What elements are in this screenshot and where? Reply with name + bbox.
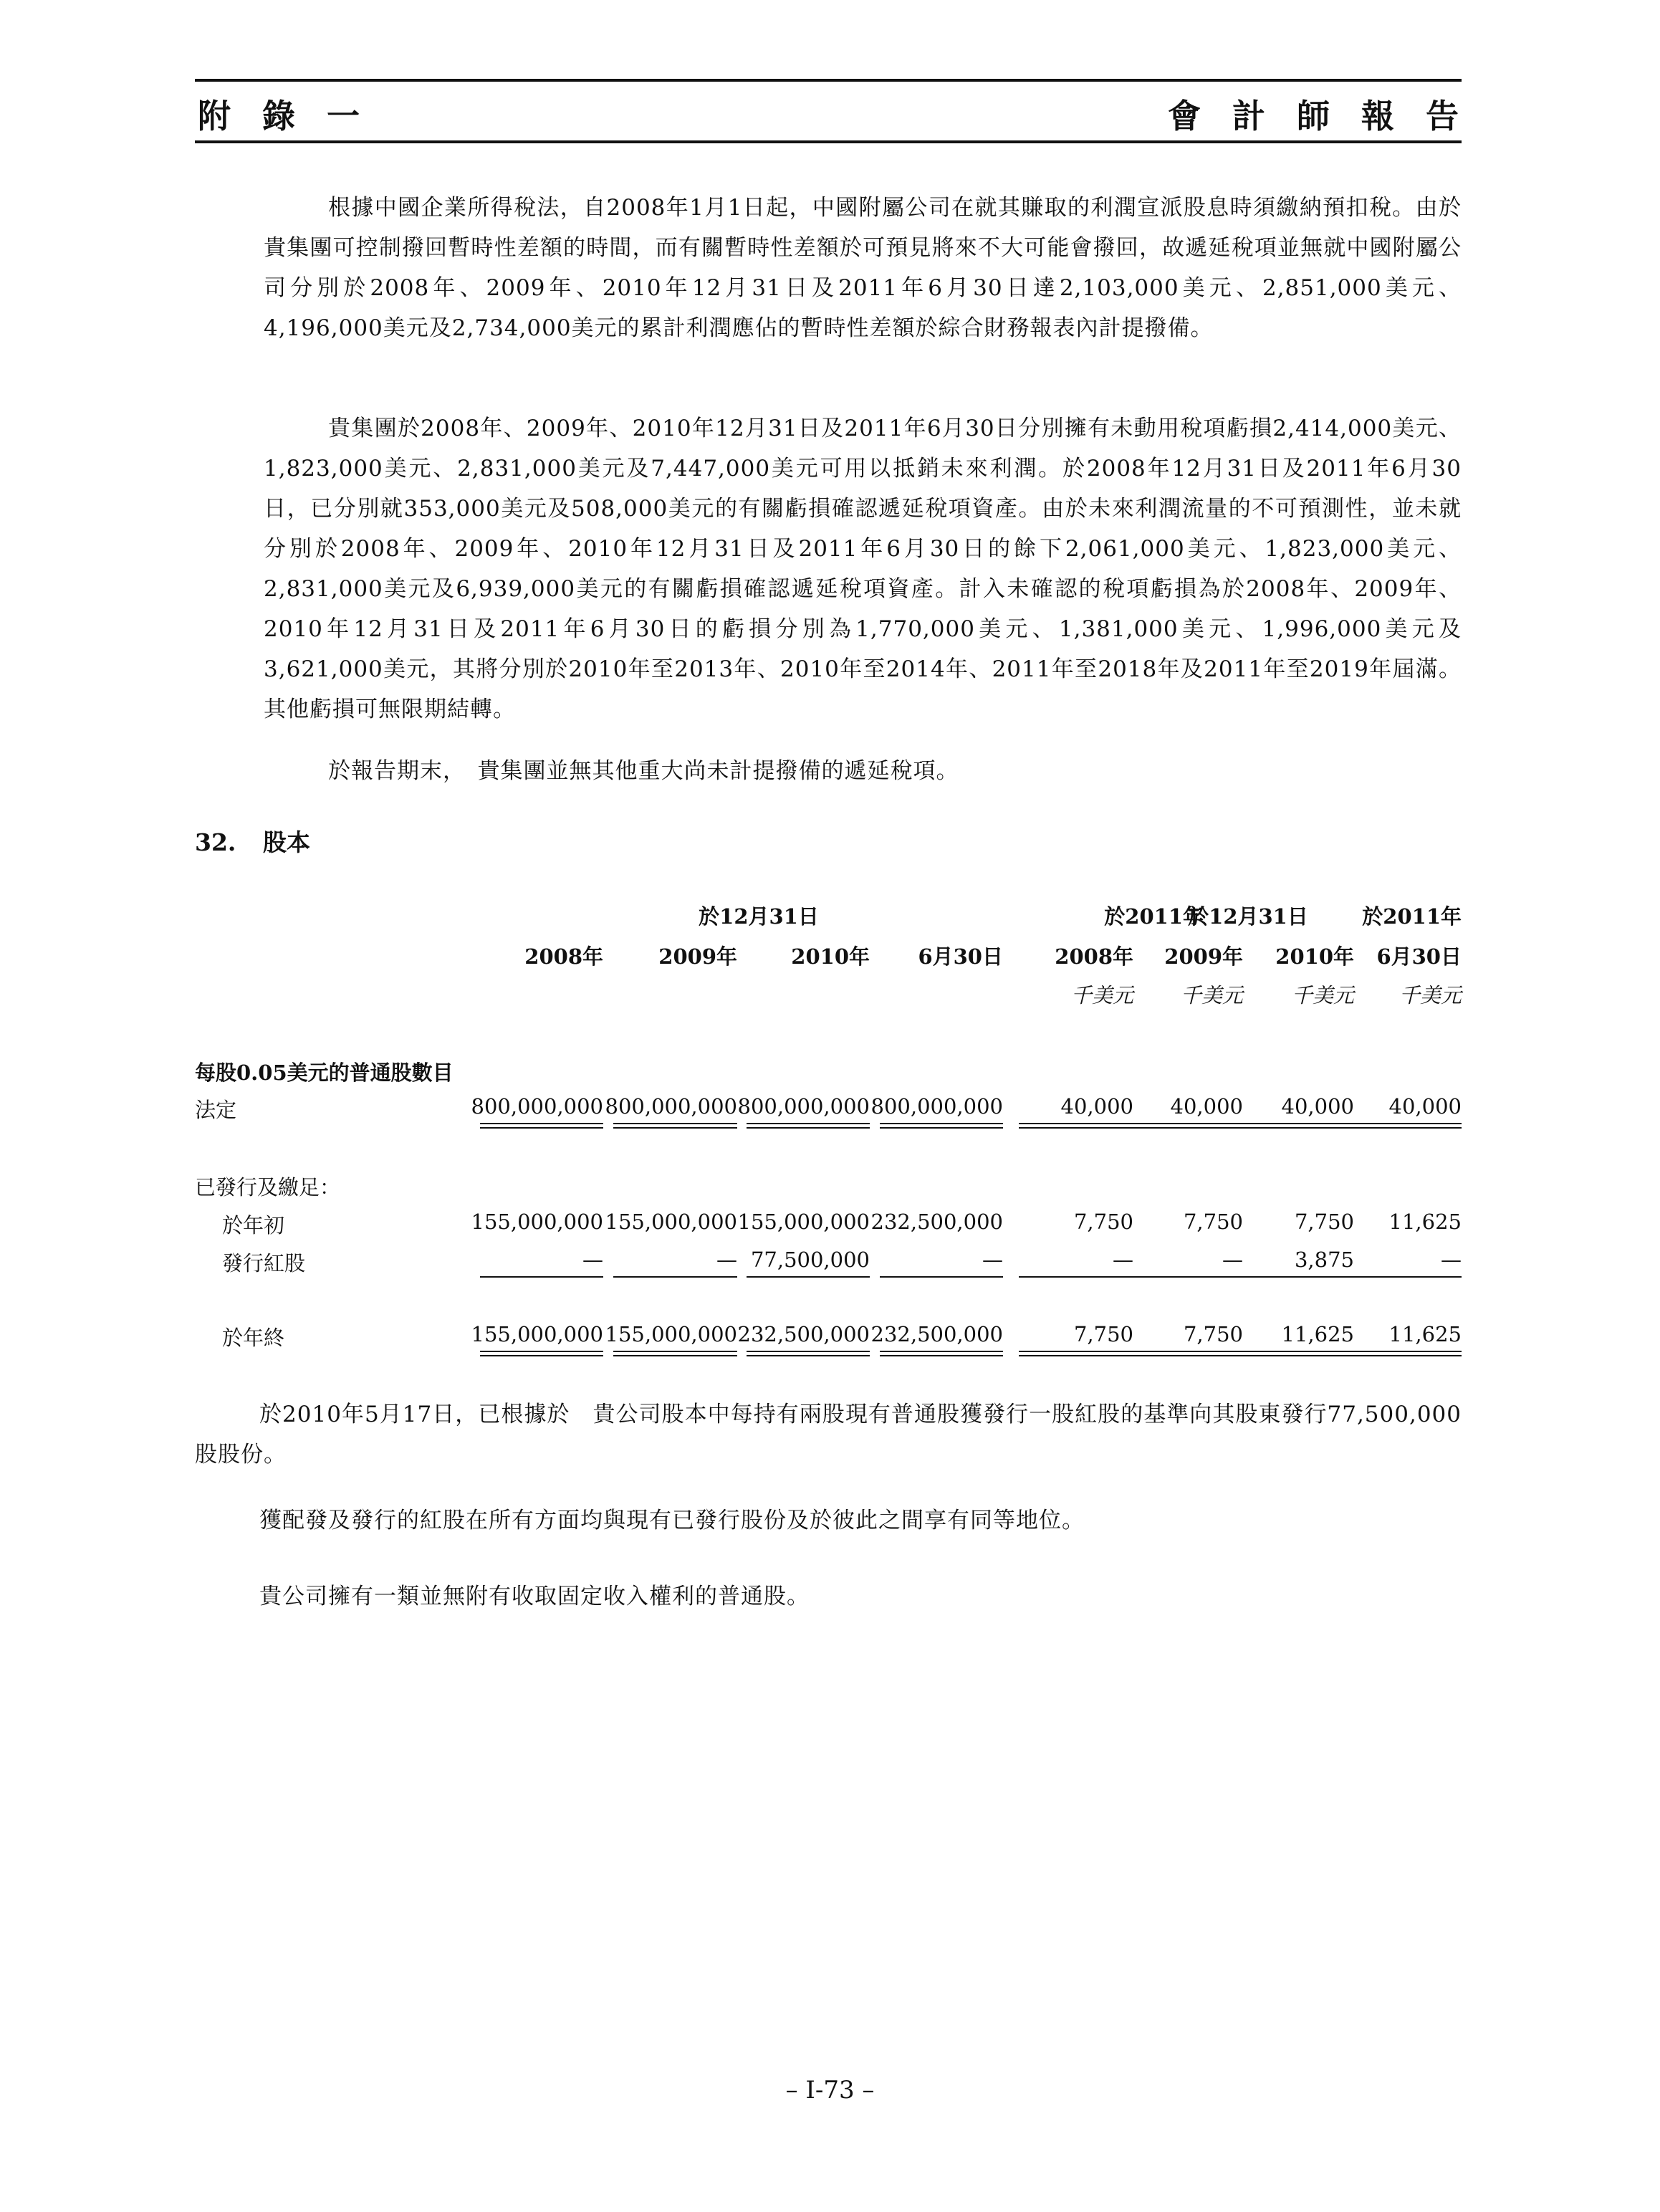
table-cell: 232,500,000 <box>870 1210 1003 1234</box>
table-cell: 7,750 <box>1073 1210 1133 1234</box>
row-label-end: 於年終 <box>222 1326 285 1350</box>
double-rule <box>747 1123 870 1129</box>
header-year: 6月30日 <box>918 944 1003 969</box>
table-cell: 155,000,000 <box>605 1322 737 1346</box>
table-cell: — <box>982 1248 1003 1272</box>
single-rule <box>1128 1276 1243 1278</box>
table-cell: 155,000,000 <box>605 1210 737 1234</box>
table-cell: — <box>1441 1248 1462 1272</box>
double-rule <box>1347 1123 1462 1129</box>
table-cell: 40,000 <box>1060 1094 1133 1119</box>
double-rule <box>880 1123 1003 1129</box>
header-group-dec-shares: 於12月31日 <box>699 904 819 929</box>
single-rule <box>880 1276 1003 1278</box>
paragraph-no-other-deferred-tax: 於報告期末， 貴集團並無其他重大尚未計提撥備的遞延稅項。 <box>328 758 959 784</box>
table-cell: 11,625 <box>1281 1322 1354 1346</box>
table-cell: 11,625 <box>1388 1322 1462 1346</box>
double-rule <box>1019 1351 1133 1356</box>
double-rule <box>1128 1123 1243 1129</box>
table-cell: 155,000,000 <box>471 1322 603 1346</box>
single-rule <box>613 1276 737 1278</box>
header-unit: 千美元 <box>1070 983 1133 1007</box>
paragraph-share-class: 貴公司擁有一類並無附有收取固定收入權利的普通股。 <box>259 1584 810 1609</box>
table-cell: 77,500,000 <box>750 1248 870 1272</box>
header-year: 6月30日 <box>1376 944 1462 969</box>
table-cell: 3,875 <box>1294 1248 1354 1272</box>
table-cell: — <box>1113 1248 1133 1272</box>
double-rule <box>1347 1351 1462 1356</box>
header-group-jun-shares: 於2011年 <box>1104 904 1204 929</box>
paragraph-ranking: 獲配發及發行的紅股在所有方面均與現有已發行股份及於彼此之間享有同等地位。 <box>259 1508 1085 1533</box>
single-rule <box>747 1276 870 1278</box>
table-cell: 800,000,000 <box>605 1094 737 1119</box>
table-cell: 155,000,000 <box>471 1210 603 1234</box>
double-rule <box>1239 1351 1354 1356</box>
issued-label: 已發行及繳足： <box>195 1175 341 1200</box>
header-year: 2010年 <box>1275 944 1354 969</box>
header-year: 2008年 <box>1055 944 1133 969</box>
double-rule <box>1019 1123 1133 1129</box>
table-cell: 7,750 <box>1183 1322 1243 1346</box>
section-title: 股本 <box>263 828 310 856</box>
table-cell: — <box>716 1248 737 1272</box>
header-unit: 千美元 <box>1180 983 1243 1007</box>
share-capital-table <box>195 892 1462 1365</box>
header-year: 2009年 <box>658 944 737 969</box>
table-cell: 40,000 <box>1170 1094 1243 1119</box>
table-cell: 11,625 <box>1388 1210 1462 1234</box>
table-cell: — <box>582 1248 603 1272</box>
double-rule <box>613 1351 737 1356</box>
double-rule <box>480 1123 603 1129</box>
double-rule <box>880 1351 1003 1356</box>
single-rule <box>480 1276 603 1278</box>
table-cell: 800,000,000 <box>737 1094 870 1119</box>
header-year: 2009年 <box>1164 944 1243 969</box>
header-year: 2010年 <box>791 944 870 969</box>
single-rule <box>1347 1276 1462 1278</box>
appendix-title: 附 錄 一 <box>198 97 370 135</box>
double-rule <box>480 1351 603 1356</box>
header-unit: 千美元 <box>1398 983 1462 1007</box>
paragraph-tax-losses: 貴集團於2008年、2009年、2010年12月31日及2011年6月30日分別擁有未動用稅項虧損2,414,000美元、1,823,000美元、2,831,000美元及7,447,000美元可用以抵銷未來利潤。於2008年12月31日及2011年6月30日，已分別就353,000美元及508,000美元的有關虧損確認遞延稅項資產。由於未來利潤流量的不可預測性，並未就分別於2008年、2009年、2010年12月31日及2011年6月30日的餘下2,061,000美元、1,823,000美元、2,831,000美元及6,939,000美元的有關虧損確認遞延稅項資產。計入未確認的稅項虧損為於2008年、2009年、2010年12月31日及2011年6月30日的虧損分別為1,770,000美元、1,381,000美元、1,996,000美元及3,621,000美元，其將分別於2010年至2013年、2010年至2014年、2011年至2018年及2011年至2019年屆滿。其他虧損可無限期結轉。 <box>264 416 1462 722</box>
double-rule <box>747 1351 870 1356</box>
table-cell: 40,000 <box>1281 1094 1354 1119</box>
table-cell: 155,000,000 <box>737 1210 870 1234</box>
table-cell: 7,750 <box>1073 1322 1133 1346</box>
table-cell: 232,500,000 <box>737 1322 870 1346</box>
table-cell: 800,000,000 <box>471 1094 603 1119</box>
header-year: 2008年 <box>524 944 603 969</box>
double-rule <box>1239 1123 1354 1129</box>
row-label-authorised: 法定 <box>195 1098 237 1122</box>
report-title: 會 計 師 報 告 <box>1167 97 1469 135</box>
table-cell: 7,750 <box>1294 1210 1354 1234</box>
single-rule <box>1019 1276 1133 1278</box>
double-rule <box>613 1123 737 1129</box>
header-group-jun-usd: 於2011年 <box>1362 904 1462 929</box>
row-label-bonus: 發行紅股 <box>222 1251 306 1275</box>
table-cell: 800,000,000 <box>870 1094 1003 1119</box>
header-group-dec-usd: 於12月31日 <box>1188 904 1308 929</box>
section-heading <box>195 824 310 858</box>
table-cell: 7,750 <box>1183 1210 1243 1234</box>
table-cell: 232,500,000 <box>870 1322 1003 1346</box>
header-unit: 千美元 <box>1291 983 1354 1007</box>
page-header <box>195 79 1469 143</box>
section-number: 32. <box>195 828 236 856</box>
paragraph-bonus-issue: 於2010年5月17日，已根據於 貴公司股本中每持有兩股現有普通股獲發行一股紅股的基準向其股東發行77,500,000股股份。 <box>195 1402 1462 1468</box>
single-rule <box>1239 1276 1354 1278</box>
paragraph-withholding-tax: 根據中國企業所得稅法，自2008年1月1日起，中國附屬公司在就其賺取的利潤宣派股息時須繳納預扣稅。由於 貴集團可控制撥回暫時性差額的時間，而有關暫時性差額於可預見將來不大可能會撥回，故遞延稅項並無就中國附屬公司分別於2008年、2009年、2010年12月31日及2011年6月30日達2,103,000美元、2,851,000美元、4,196,000美元及2,734,000美元的累計利潤應佔的暫時性差額於綜合財務報表內計提撥備。 <box>264 195 1484 341</box>
double-rule <box>1128 1351 1243 1356</box>
row-label-beginning: 於年初 <box>222 1213 285 1237</box>
table-cell: 40,000 <box>1388 1094 1462 1119</box>
page-number: – I-73 – <box>785 2076 875 2105</box>
table-cell: — <box>1222 1248 1243 1272</box>
category-label: 每股0.05美元的普通股數目 <box>195 1060 454 1085</box>
